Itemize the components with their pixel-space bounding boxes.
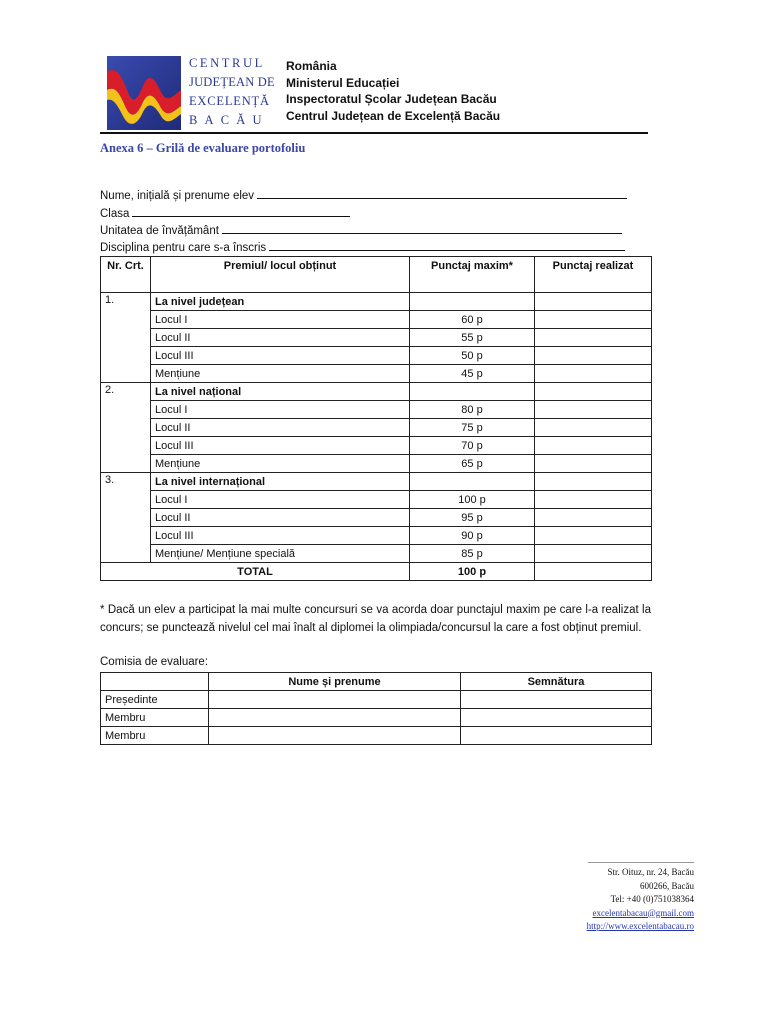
achieved-points-cell[interactable] (535, 419, 652, 437)
prize-label: Locul II (151, 329, 410, 347)
prize-label: Locul II (151, 509, 410, 527)
achieved-points-cell[interactable] (535, 437, 652, 455)
prize-label: Locul III (151, 527, 410, 545)
table-row (101, 545, 652, 563)
max-points: 85 p (410, 545, 535, 563)
annex-title: Anexa 6 – Grilă de evaluare portofoliu (100, 141, 306, 155)
commission-name-cell[interactable] (209, 709, 461, 727)
max-points: 60 p (410, 311, 535, 329)
total-row (101, 563, 652, 581)
prize-label: Mențiune (151, 365, 410, 383)
field-discipline (100, 239, 625, 254)
footer-postal: 600266, Bacău (640, 880, 694, 891)
max-points: 80 p (410, 401, 535, 419)
grading-table (100, 256, 652, 581)
section-row (101, 473, 652, 491)
commission-row (101, 727, 652, 745)
org-ministry: Ministerul Educației (286, 75, 400, 90)
logo-line-1: CENTRUL (189, 56, 265, 70)
table-row (101, 419, 652, 437)
field-label: Unitatea de învățământ (100, 225, 219, 237)
total-points: 100 p (410, 563, 535, 581)
footer-address: Str. Oituz, nr. 24, Bacău (607, 867, 694, 877)
commission-signature-cell[interactable] (461, 709, 652, 727)
commission-table (100, 672, 652, 745)
section-title: La nivel județean (151, 293, 410, 311)
achieved-points-cell[interactable] (535, 311, 652, 329)
commission-signature-cell[interactable] (461, 727, 652, 745)
field-student-name (100, 187, 627, 202)
section-number: 2. (101, 383, 151, 473)
prize-label: Mențiune (151, 455, 410, 473)
section-max-cell[interactable] (410, 293, 535, 311)
commission-name-cell[interactable] (209, 691, 461, 709)
commission-row (101, 709, 652, 727)
logo-line-2: JUDEȚEAN DE (189, 75, 275, 89)
section-achieved-cell[interactable] (535, 293, 652, 311)
max-points: 75 p (410, 419, 535, 437)
section-row (101, 293, 652, 311)
section-achieved-cell[interactable] (535, 383, 652, 401)
field-line[interactable] (132, 205, 350, 217)
section-title: La nivel internațional (151, 473, 410, 491)
max-points: 50 p (410, 347, 535, 365)
section-max-cell[interactable] (410, 473, 535, 491)
logo-wordmark (189, 54, 273, 130)
table-row (101, 437, 652, 455)
achieved-points-cell[interactable] (535, 401, 652, 419)
prize-label: Locul I (151, 401, 410, 419)
organization-block (286, 58, 500, 124)
max-points: 45 p (410, 365, 535, 383)
achieved-points-cell[interactable] (535, 455, 652, 473)
footer-contact (520, 866, 694, 934)
section-achieved-cell[interactable] (535, 473, 652, 491)
commission-header-signature: Semnătura (461, 673, 652, 691)
footer-email-link[interactable]: excelentabacau@gmail.com (592, 907, 694, 918)
prize-label: Locul I (151, 491, 410, 509)
achieved-points-cell[interactable] (535, 545, 652, 563)
header-max-points: Punctaj maxim* (410, 257, 535, 293)
header-divider (100, 132, 648, 134)
field-label: Disciplina pentru care s-a înscris (100, 242, 267, 254)
achieved-points-cell[interactable] (535, 491, 652, 509)
max-points: 100 p (410, 491, 535, 509)
commission-header-role (101, 673, 209, 691)
total-achieved-cell[interactable] (535, 563, 652, 581)
max-points: 95 p (410, 509, 535, 527)
section-number: 1. (101, 293, 151, 383)
logo-line-4: BACĂU (189, 113, 269, 127)
header-achieved-points: Punctaj realizat (535, 257, 652, 293)
field-line[interactable] (222, 222, 622, 234)
commission-header-name: Nume și prenume (209, 673, 461, 691)
commission-role: Membru (101, 709, 209, 727)
commission-role: Președinte (101, 691, 209, 709)
prize-label: Locul I (151, 311, 410, 329)
prize-label: Locul III (151, 347, 410, 365)
header-prize: Premiul/ locul obținut (151, 257, 410, 293)
footer-divider (588, 862, 694, 863)
max-points: 70 p (410, 437, 535, 455)
commission-signature-cell[interactable] (461, 691, 652, 709)
table-row (101, 509, 652, 527)
field-class (100, 205, 350, 220)
table-row (101, 347, 652, 365)
table-row (101, 311, 652, 329)
footer-website-link[interactable]: http://www.excelentabacau.ro (586, 921, 694, 931)
field-label: Nume, inițială și prenume elev (100, 190, 255, 202)
grading-note: * Dacă un elev a participat la mai multe concursuri se va acorda doar punctajul maxim pe care l-a realizat la concurs; se punctează nivelul cel mai înalt al diplomei la olimpiada/concursul la care a fost obținut premiul. (100, 604, 651, 634)
achieved-points-cell[interactable] (535, 527, 652, 545)
achieved-points-cell[interactable] (535, 365, 652, 383)
achieved-points-cell[interactable] (535, 347, 652, 365)
commission-row (101, 691, 652, 709)
table-row (101, 527, 652, 545)
prize-label: Locul III (151, 437, 410, 455)
field-line[interactable] (257, 187, 627, 199)
footer-phone: Tel: +40 (0)751038364 (610, 894, 694, 904)
section-row (101, 383, 652, 401)
total-label: TOTAL (101, 563, 410, 581)
field-school (100, 222, 622, 237)
section-number: 3. (101, 473, 151, 563)
max-points: 65 p (410, 455, 535, 473)
org-country: România (286, 59, 337, 73)
commission-label: Comisia de evaluare: (100, 656, 209, 668)
table-row (101, 329, 652, 347)
header-nr: Nr. Crt. (101, 257, 151, 293)
achieved-points-cell[interactable] (535, 329, 652, 347)
field-label: Clasa (100, 208, 130, 220)
commission-role: Membru (101, 727, 209, 745)
max-points: 55 p (410, 329, 535, 347)
prize-label: Locul II (151, 419, 410, 437)
logo-line-3: EXCELENȚĂ (189, 94, 270, 108)
table-row (101, 365, 652, 383)
section-title: La nivel național (151, 383, 410, 401)
table-row (101, 491, 652, 509)
org-center: Centrul Județean de Excelență Bacău (286, 108, 501, 123)
table-row (101, 401, 652, 419)
prize-label: Mențiune/ Mențiune specială (151, 545, 410, 563)
max-points: 90 p (410, 527, 535, 545)
achieved-points-cell[interactable] (535, 509, 652, 527)
logo-graphic (107, 56, 181, 130)
org-inspectorate: Inspectoratul Școlar Județean Bacău (286, 92, 497, 106)
table-row (101, 455, 652, 473)
field-line[interactable] (269, 239, 625, 251)
section-max-cell[interactable] (410, 383, 535, 401)
commission-name-cell[interactable] (209, 727, 461, 745)
